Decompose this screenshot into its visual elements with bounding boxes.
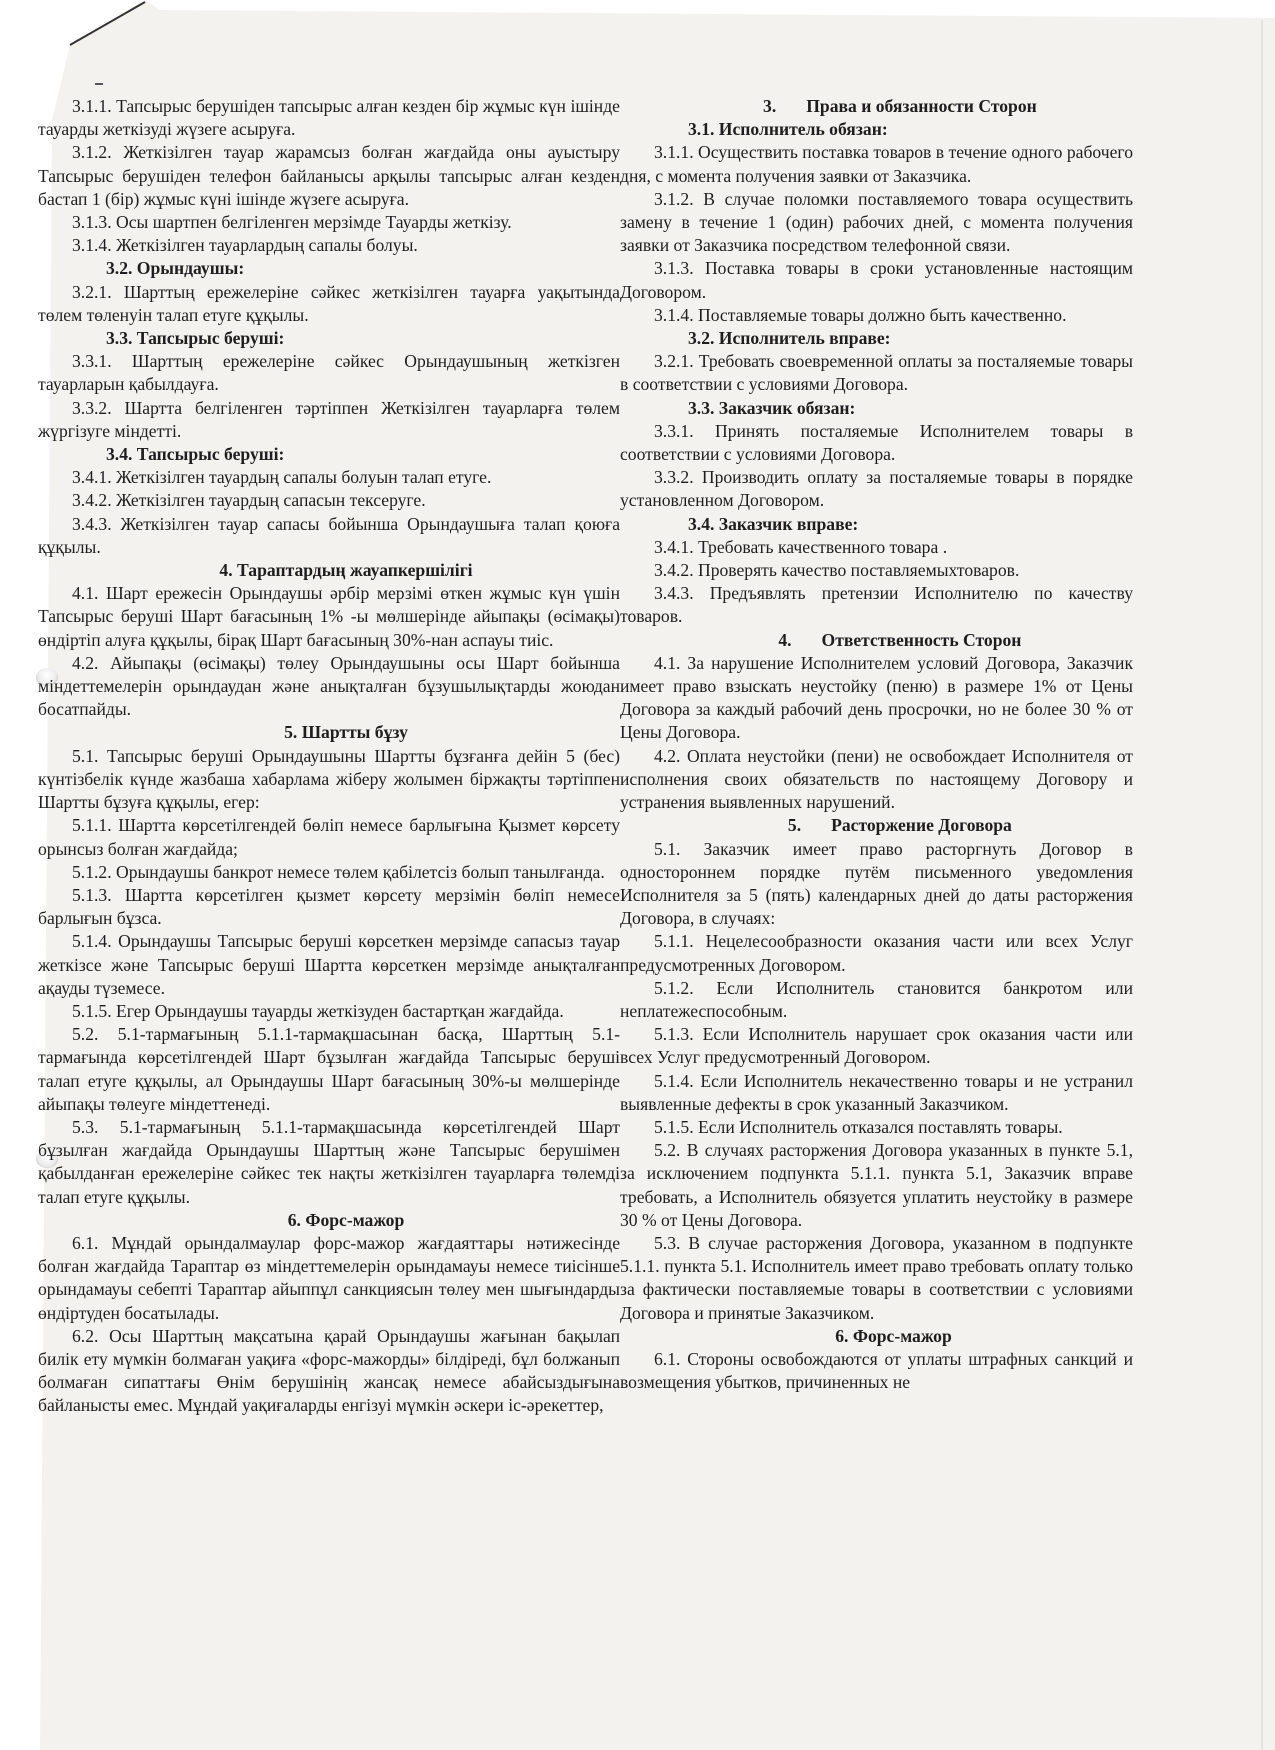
clause-paragraph: 5.1.1. Шартта көрсетілгендей бөліп немесе барлығына Қызмет көрсету орынсыз болған жағдайда; bbox=[38, 815, 620, 859]
clause-paragraph: 4.2. Айыпақы (өсімақы) төлеу Орындаушыны осы Шарт бойынша міндеттемелерін орындаудан және анықталған бұзушылықтарды жоюдан босатпайды. bbox=[38, 652, 620, 720]
kazakh-text-column bbox=[38, 95, 620, 1418]
section-heading bbox=[620, 629, 1133, 652]
clause-paragraph: 3.2.1. Шарттың ережелеріне сәйкес жеткізілген тауарға уақытында төлем төленуін талап етуге құқылы. bbox=[38, 281, 620, 325]
clause-paragraph: 3.4.1. Требовать качественного товара . bbox=[654, 536, 948, 557]
clause-paragraph: 5.1.3. Если Исполнитель нарушает срок оказания части или всех Услуг предусмотренный Договором. bbox=[620, 1024, 1133, 1068]
clause-paragraph: 3.3.2. Производить оплату за посталяемые товары в порядке установленном Договором. bbox=[620, 467, 1133, 511]
section-heading: 4. Тараптардың жауапкершілігі bbox=[219, 560, 473, 581]
section-number: 4. bbox=[778, 629, 792, 650]
section-heading: 6. Форс-мажор bbox=[835, 1325, 952, 1346]
clause-paragraph: 3.3.1. Шарттың ережелеріне сәйкес Орындаушының жеткізген тауарларын қабылдауға. bbox=[38, 351, 620, 395]
clause-paragraph: 3.1.2. В случае поломки поставляемого товара осуществить замену в течение 1 (один) рабочих дней, с момента получения заявки от Заказчика посредством телефонной связи. bbox=[620, 188, 1133, 256]
section-heading bbox=[620, 814, 1133, 837]
clause-paragraph: 5.1.2. Орындаушы банкрот немесе төлем қабілетсіз болып танылғанда. bbox=[72, 861, 605, 882]
clause-paragraph: 5.1.5. Егер Орындаушы тауарды жеткізуден бастартқан жағдайда. bbox=[72, 1000, 564, 1021]
subsection-heading: 3.2. Исполнитель вправе: bbox=[688, 328, 891, 349]
clause-paragraph: 3.1.1. Тапсырыс берушіден тапсырыс алған кезден бір жұмыс күн ішінде тауарды жеткізуді жүзеге асыруға. bbox=[38, 96, 620, 140]
section-number: 3. bbox=[763, 96, 777, 116]
clause-paragraph: 3.3.1. Принять посталяемые Исполнителем товары в соответствии с условиями Договора. bbox=[620, 420, 1133, 465]
clause-paragraph: 5.1.4. Если Исполнитель некачественно товары и не устранил выявленные дефекты в срок указанный Заказчиком. bbox=[620, 1070, 1133, 1114]
section-title: Расторжение Договора bbox=[831, 815, 1012, 836]
section-heading: 6. Форс-мажор bbox=[287, 1209, 405, 1230]
clause-paragraph: 5.1. Заказчик имеет право расторгнуть Договор в одностороннем порядке путём письменного уведомления Исполнителя за 5 (пять) календарных дней до даты расторжения Договора, в случаях: bbox=[620, 838, 1133, 929]
subsection-heading: 3.4. Тапсырыс беруші: bbox=[106, 444, 285, 465]
clause-paragraph: 3.4.3. Жеткізілген тауар сапасы бойынша Орындаушыға талап қоюға құқылы. bbox=[38, 513, 620, 557]
clause-paragraph: 6.1. Мұндай орындалмаулар форс-мажор жағдаяттары нәтижесінде болған жағдайда Тараптар өз міндеттемелерін орындамауы немесе тиісінше орындамауы себепті Тараптар айыппұл санкциясын төлеу мен шығындарды өндіртуден босатылады. bbox=[38, 1232, 620, 1323]
clause-paragraph: 3.4.2. Проверять качество поставляемыхтоваров. bbox=[654, 560, 1020, 581]
clause-paragraph: 5.1.4. Орындаушы Тапсырыс беруші көрсеткен мерзімде сапасыз тауар жеткізсе және Тапсырыс беруші Шартта көрсеткен мерзімде анықталған ақауды түземесе. bbox=[38, 931, 620, 998]
clause-paragraph: 4.1. За нарушение Исполнителем условий Договора, Заказчик имеет право взыскать неустойку (пеню) в размере 1% от Цены Договора за каждый рабочий день просрочки, но не более 30 % от Цены Договора. bbox=[620, 652, 1133, 743]
clause-paragraph: 5.1.3. Шартта көрсетілген қызмет көрсету мерзімін бөліп немесе барлығын бұзса. bbox=[38, 884, 620, 929]
clause-paragraph: 3.1.3. Осы шартпен белгіленген мерзімде Тауарды жеткізу. bbox=[72, 212, 512, 233]
section-heading: 5. Шартты бұзу bbox=[284, 722, 408, 743]
clause-paragraph: 5.2. 5.1-тармағының 5.1.1-тармақшасынан басқа, Шарттың 5.1-тармағында көрсетілгендей Шарт бұзылған жағдайда Тапсырыс беруші талап етуге құқылы, ал Орындаушы Шарт бағасының 30%-ы мөлшерінде айыпақы төлеуге міндеттенеді. bbox=[38, 1024, 620, 1114]
clause-paragraph: 5.3. В случае расторжения Договора, указанном в подпункте 5.1.1. пункта 5.1. Исполнитель имеет право требовать оплату только за фактически поставляемые товары в соответствии с условиями Договора и принятые Заказчиком. bbox=[620, 1232, 1133, 1323]
subsection-heading: 3.1. Исполнитель обязан: bbox=[688, 119, 888, 140]
clause-paragraph: 5.1.5. Если Исполнитель отказался поставлять товары. bbox=[654, 1116, 1063, 1137]
subsection-heading: 3.2. Орындаушы: bbox=[106, 258, 245, 279]
clause-paragraph: 5.1. Тапсырыс беруші Орындаушыны Шартты бұзғанға дейін 5 (бес) күнтізбелік күнде жазбаша хабарлама жіберу жолымен біржақты тәртіппен Шартты бұзуға құқылы, егер: bbox=[38, 745, 620, 813]
clause-paragraph: 3.4.3. Предъявлять претензии Исполнителю по качеству товаров. bbox=[620, 583, 1133, 627]
clause-paragraph: 5.2. В случаях расторжения Договора указанных в пункте 5.1, за исключением подпункта 5.1.1. пункта 5.1, Заказчик вправе требовать, а Исполнитель обязуется уплатить неустойку в размере 30 % от Цены Договора. bbox=[620, 1140, 1133, 1230]
subsection-heading: 3.3. Заказчик обязан: bbox=[688, 397, 856, 418]
section-number: 5. bbox=[787, 815, 802, 836]
clause-paragraph: 3.3.2. Шартта белгіленген тәртіппен Жеткізілген тауарларға төлем жүргізуге міндетті. bbox=[38, 397, 620, 441]
clause-paragraph: 4.2. Оплата неустойки (пени) не освобождает Исполнителя от исполнения своих обязательств по настоящему Договору и устранения выявленных нарушений. bbox=[620, 745, 1133, 813]
clause-paragraph: 4.1. Шарт ережесін Орындаушы әрбір мерзімі өткен жұмыс күн үшін Тапсырыс беруші Шарт бағасының 1% -ы мөлшерінде айыпақы (өсімақы) өндіртіп алуға құқылы, бірақ Шарт бағасының 30%-нан аспауы тиіс. bbox=[38, 583, 620, 650]
section-title: Ответственность Сторон bbox=[821, 629, 1022, 650]
clause-paragraph: 3.1.4. Жеткізілген тауарлардың сапалы болуы. bbox=[72, 235, 418, 256]
clause-paragraph: 5.3. 5.1-тармағының 5.1.1-тармақшасында көрсетілгендей Шарт бұзылған жағдайда Орындаушы Шарттың және Тапсырыс берушімен қабылданған ережелеріне сәйкес тек нақты жеткізілген тауарларға төлемді талап етуге құқылы. bbox=[38, 1116, 620, 1207]
clause-paragraph: 3.1.1. Осуществить поставка товаров в течение одного рабочего дня, с момента получения заявки от Заказчика. bbox=[620, 142, 1133, 186]
russian-text-column bbox=[620, 95, 1133, 1394]
clause-paragraph: 3.4.1. Жеткізілген тауардың сапалы болуын талап етуге. bbox=[72, 467, 492, 488]
clause-paragraph: 3.1.2. Жеткізілген тауар жарамсыз болған жағдайда оны ауыстыру Тапсырыс берушіден телефон байланысы арқылы тапсырыс алған кезден бастап 1 (бір) жұмыс күні ішінде жүзеге асыруға. bbox=[38, 142, 620, 209]
clause-paragraph: 6.1. Стороны освобождаются от уплаты штрафных санкций и возмещения убытков, причиненных не bbox=[620, 1348, 1133, 1393]
clause-paragraph: 5.1.2. Если Исполнитель становится банкротом или неплатежеспособным. bbox=[620, 977, 1133, 1021]
clause-paragraph: 3.4.2. Жеткізілген тауардың сапасын тексеруге. bbox=[72, 490, 426, 511]
subsection-heading: 3.3. Тапсырыс беруші: bbox=[106, 328, 285, 349]
clause-paragraph: 6.2. Осы Шарттың мақсатына қарай Орындаушы жағынан бақылап билік ету мүмкін болмаған уақиға «форс-мажорды» білдіреді, бұл болжанып болмаған сипаттағы Өнім берушінің жансақ немесе абайсыздығына байланысты емес. Мұндай уақиғаларды енгізуі мүмкін әскери іс-әрекеттер, bbox=[38, 1325, 620, 1416]
section-title: Права и обязанности Сторон bbox=[806, 96, 1037, 116]
clause-paragraph: 3.1.4. Поставляемые товары должно быть качественно. bbox=[654, 304, 1067, 325]
clause-paragraph: 3.2.1. Требовать своевременной оплаты за посталяемые товары в соответствии с условиями Договора. bbox=[620, 351, 1133, 395]
section-heading bbox=[620, 95, 1133, 118]
subsection-heading: 3.4. Заказчик вправе: bbox=[688, 513, 859, 534]
clause-paragraph: 3.1.3. Поставка товары в сроки установленные настоящим Договором. bbox=[620, 258, 1133, 302]
clause-paragraph: 5.1.1. Нецелесообразности оказания части или всех Услуг предусмотренных Договором. bbox=[620, 931, 1133, 975]
